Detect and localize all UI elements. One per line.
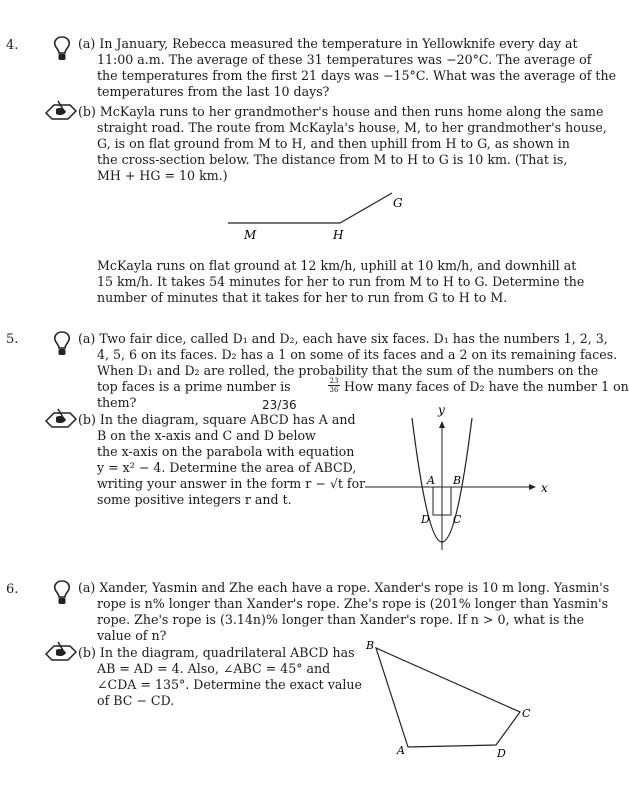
label-d: D (421, 513, 430, 526)
hand-writing-icon (44, 407, 78, 431)
label-b: B (453, 474, 462, 487)
label-h: H (333, 228, 344, 242)
hand-writing-icon (44, 640, 78, 664)
label-y: y (438, 403, 445, 417)
question-number: 4. (6, 38, 19, 53)
cross-section-diagram (220, 185, 420, 245)
label-x: x (541, 481, 548, 495)
label-a: A (427, 474, 435, 487)
question-number: 6. (6, 582, 19, 597)
fraction: 23 36 (329, 377, 339, 394)
label-m: M (244, 228, 257, 242)
parabola-diagram (365, 400, 555, 555)
label-g: G (393, 196, 403, 210)
label-d: D (497, 747, 506, 760)
label-c: C (522, 707, 531, 720)
lightbulb-icon (52, 579, 72, 605)
hand-writing-icon (44, 99, 78, 123)
label-b: B (366, 639, 375, 652)
lightbulb-icon (52, 35, 72, 61)
label-c: C (453, 513, 462, 526)
lightbulb-icon (52, 330, 72, 356)
label-a: A (397, 744, 405, 757)
question-number: 5. (6, 332, 19, 347)
handwritten-answer: 23/36 (262, 398, 297, 412)
quadrilateral-diagram (360, 636, 550, 766)
